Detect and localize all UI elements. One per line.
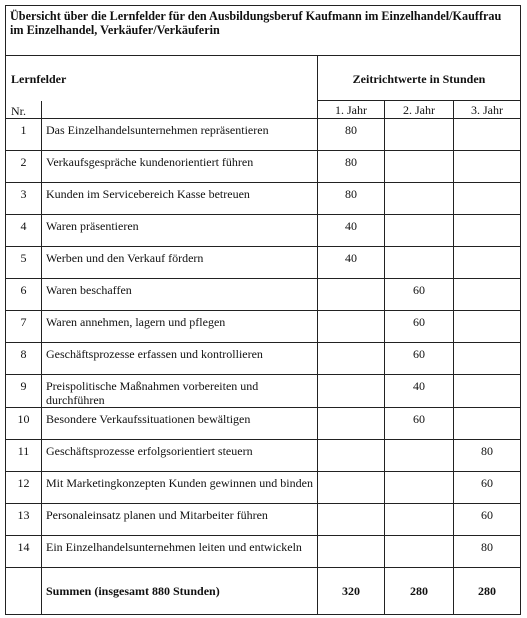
lernfeld-nr: 5 — [6, 246, 42, 278]
hours-year-3 — [454, 214, 521, 246]
hours-year-1 — [318, 471, 385, 503]
hours-year-1 — [318, 535, 385, 567]
hours-year-2 — [385, 439, 454, 471]
hours-year-3 — [454, 278, 521, 310]
year-3-header: 3. Jahr — [454, 101, 521, 119]
lernfeld-nr: 8 — [6, 342, 42, 374]
lernfeld-name: Kunden im Servicebereich Kasse betreuen — [42, 182, 318, 214]
lernfelder-header: Lernfelder — [6, 56, 318, 101]
nr-header: Nr. — [6, 101, 42, 119]
summary-label: Summen (insgesamt 880 Stunden) — [42, 567, 318, 614]
hours-year-2 — [385, 503, 454, 535]
hours-year-3 — [454, 182, 521, 214]
lernfeld-nr: 1 — [6, 118, 42, 150]
table-row — [6, 214, 521, 246]
summary-year-3: 280 — [454, 567, 521, 614]
hours-year-2 — [385, 214, 454, 246]
hours-year-1 — [318, 439, 385, 471]
hours-year-2 — [385, 118, 454, 150]
summary-year-1: 320 — [318, 567, 385, 614]
lernfeld-nr: 4 — [6, 214, 42, 246]
hours-year-2: 60 — [385, 278, 454, 310]
hours-year-1 — [318, 407, 385, 439]
table-title: Übersicht über die Lernfelder für den Ausbildungsberuf Kaufmann im Einzelhandel/Kauffrau im Einzelhandel, Verkäufer/Verkäuferin — [6, 6, 521, 56]
lernfeld-name: Geschäftsprozesse erfolgsorientiert steuern — [42, 439, 318, 471]
hours-year-1: 80 — [318, 182, 385, 214]
hours-year-2 — [385, 246, 454, 278]
hours-year-1 — [318, 278, 385, 310]
table-row — [6, 342, 521, 374]
lernfeld-nr: 6 — [6, 278, 42, 310]
hours-year-3 — [454, 374, 521, 407]
lernfeld-name: Geschäftsprozesse erfassen und kontrollieren — [42, 342, 318, 374]
table-row — [6, 439, 521, 471]
table-row — [6, 310, 521, 342]
lernfeld-name: Mit Marketingkonzepten Kunden gewinnen und binden — [42, 471, 318, 503]
hours-year-2: 60 — [385, 407, 454, 439]
lernfeld-name: Waren annehmen, lagern und pflegen — [42, 310, 318, 342]
lernfeld-name: Personaleinsatz planen und Mitarbeiter führen — [42, 503, 318, 535]
lernfelder-table — [5, 5, 521, 615]
hours-year-2: 60 — [385, 310, 454, 342]
lernfeld-nr: 11 — [6, 439, 42, 471]
hours-year-2 — [385, 471, 454, 503]
year-1-header: 1. Jahr — [318, 101, 385, 119]
hours-year-3 — [454, 246, 521, 278]
table-row — [6, 278, 521, 310]
lernfeld-name: Besondere Verkaufssituationen bewältigen — [42, 407, 318, 439]
hours-year-1 — [318, 374, 385, 407]
lernfeld-name: Werben und den Verkauf fördern — [42, 246, 318, 278]
lernfeld-name: Verkaufsgespräche kundenorientiert führen — [42, 150, 318, 182]
zeitrichtwerte-header: Zeitrichtwerte in Stunden — [318, 56, 521, 101]
table-row — [6, 118, 521, 150]
table-row — [6, 374, 521, 407]
summary-nr-cell — [6, 567, 42, 614]
lernfeld-nr: 3 — [6, 182, 42, 214]
summary-year-2: 280 — [385, 567, 454, 614]
hours-year-2: 60 — [385, 342, 454, 374]
lernfeld-name: Waren präsentieren — [42, 214, 318, 246]
hours-year-3: 60 — [454, 471, 521, 503]
lernfeld-nr: 14 — [6, 535, 42, 567]
lernfeld-nr: 12 — [6, 471, 42, 503]
hours-year-3 — [454, 310, 521, 342]
hours-year-3 — [454, 118, 521, 150]
table-row — [6, 407, 521, 439]
lernfeld-nr: 10 — [6, 407, 42, 439]
table-row — [6, 246, 521, 278]
hours-year-1 — [318, 342, 385, 374]
hours-year-2 — [385, 535, 454, 567]
hours-year-3 — [454, 150, 521, 182]
hours-year-3: 60 — [454, 503, 521, 535]
lernfeld-name: Das Einzelhandelsunternehmen repräsentieren — [42, 118, 318, 150]
lernfelder-table-container — [5, 5, 520, 615]
hours-year-1: 80 — [318, 150, 385, 182]
hours-year-3: 80 — [454, 535, 521, 567]
lernfeld-nr: 13 — [6, 503, 42, 535]
table-row — [6, 471, 521, 503]
lernfeld-nr: 2 — [6, 150, 42, 182]
hours-year-1: 40 — [318, 214, 385, 246]
lernfeld-name: Waren beschaffen — [42, 278, 318, 310]
table-row — [6, 150, 521, 182]
lernfeld-nr: 9 — [6, 374, 42, 407]
table-row — [6, 182, 521, 214]
year-2-header: 2. Jahr — [385, 101, 454, 119]
table-row — [6, 535, 521, 567]
lernfeld-name: Preispolitische Maßnahmen vorbereiten und durchführen — [42, 374, 318, 407]
blank-header-cell — [42, 101, 318, 119]
hours-year-3 — [454, 342, 521, 374]
hours-year-3 — [454, 407, 521, 439]
hours-year-1: 40 — [318, 246, 385, 278]
hours-year-2 — [385, 182, 454, 214]
hours-year-2 — [385, 150, 454, 182]
hours-year-1: 80 — [318, 118, 385, 150]
hours-year-1 — [318, 503, 385, 535]
hours-year-2: 40 — [385, 374, 454, 407]
hours-year-3: 80 — [454, 439, 521, 471]
lernfeld-nr: 7 — [6, 310, 42, 342]
table-row — [6, 503, 521, 535]
lernfeld-name: Ein Einzelhandelsunternehmen leiten und entwickeln — [42, 535, 318, 567]
hours-year-1 — [318, 310, 385, 342]
